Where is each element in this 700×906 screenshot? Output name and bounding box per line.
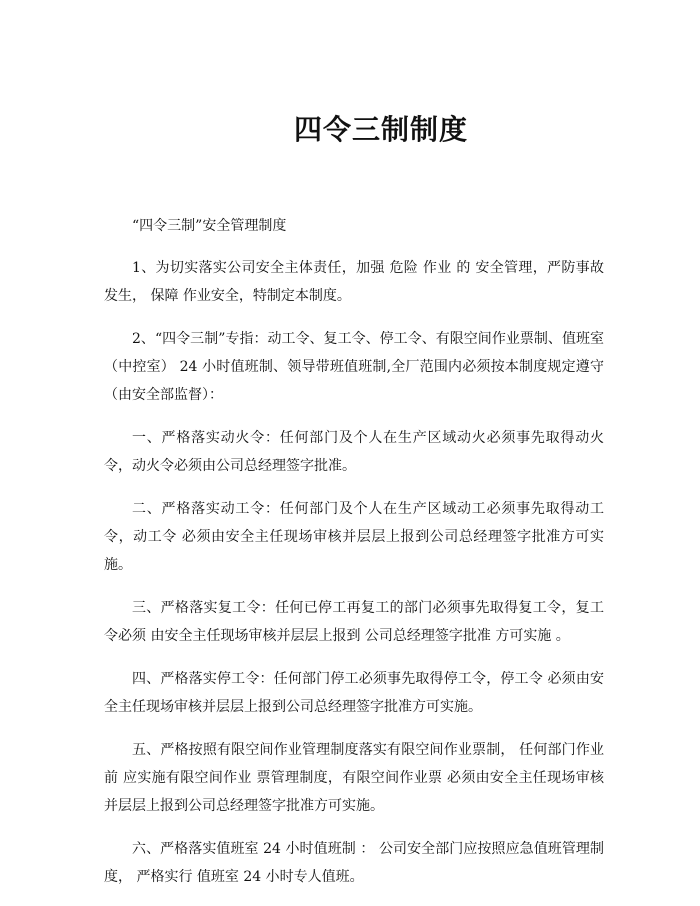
paragraph-duty-room: 六、严格落实值班室 24 小时值班制 ： 公司安全部门应按照应急值班管理制度， 严格实行 值班室 24 小时专人值班。: [104, 841, 604, 885]
paragraph-resume-order: 三、严格落实复工令：任何已停工再复工的部门必须事先取得复工令，复工令必须 由安全主任现场审核并层层上报到 公司总经理签字批准 方可实施 。: [104, 600, 604, 644]
page-title: 四令三制制度: [293, 113, 468, 146]
paragraph-2: 2、“四令三制”专指：动工令、复工令、停工令、有限空间作业票制、值班室（中控室） 24 小时值班制、领导带班值班制,全厂范围内必须按本制度规定遵守（由安全部监督）：: [104, 331, 604, 403]
document-subtitle: “四令三制”安全管理制度: [132, 218, 287, 234]
paragraph-work-order: 二、严格落实动工令：任何部门及个人在生产区域动工必须事先取得动工令，动工令 必须由安全主任现场审核并层层上报到公司总经理签字批准方可实施。: [104, 501, 604, 573]
paragraph-fire-order: 一、严格落实动火令：任何部门及个人在生产区域动火必须事先取得动火令，动火令必须由公司总经理签字批准。: [104, 430, 604, 474]
paragraph-1: 1、为切实落实公司安全主体责任，加强 危险 作业 的 安全管理，严防事故发生， 保障 作业安全，特制定本制度。: [104, 260, 604, 304]
paragraph-stop-order: 四、严格落实停工令：任何部门停工必须事先取得停工令，停工令 必须由安全主任现场审核并层层上报到公司总经理签字批准方可实施。: [104, 671, 604, 715]
paragraph-confined-space: 五、严格按照有限空间作业管理制度落实有限空间作业票制， 任何部门作业前 应实施有限空间作业 票管理制度，有限空间作业票 必须由安全主任现场审核并层层上报到公司总经理签字批准方可实施。: [104, 742, 604, 814]
document-body: [104, 212, 604, 906]
